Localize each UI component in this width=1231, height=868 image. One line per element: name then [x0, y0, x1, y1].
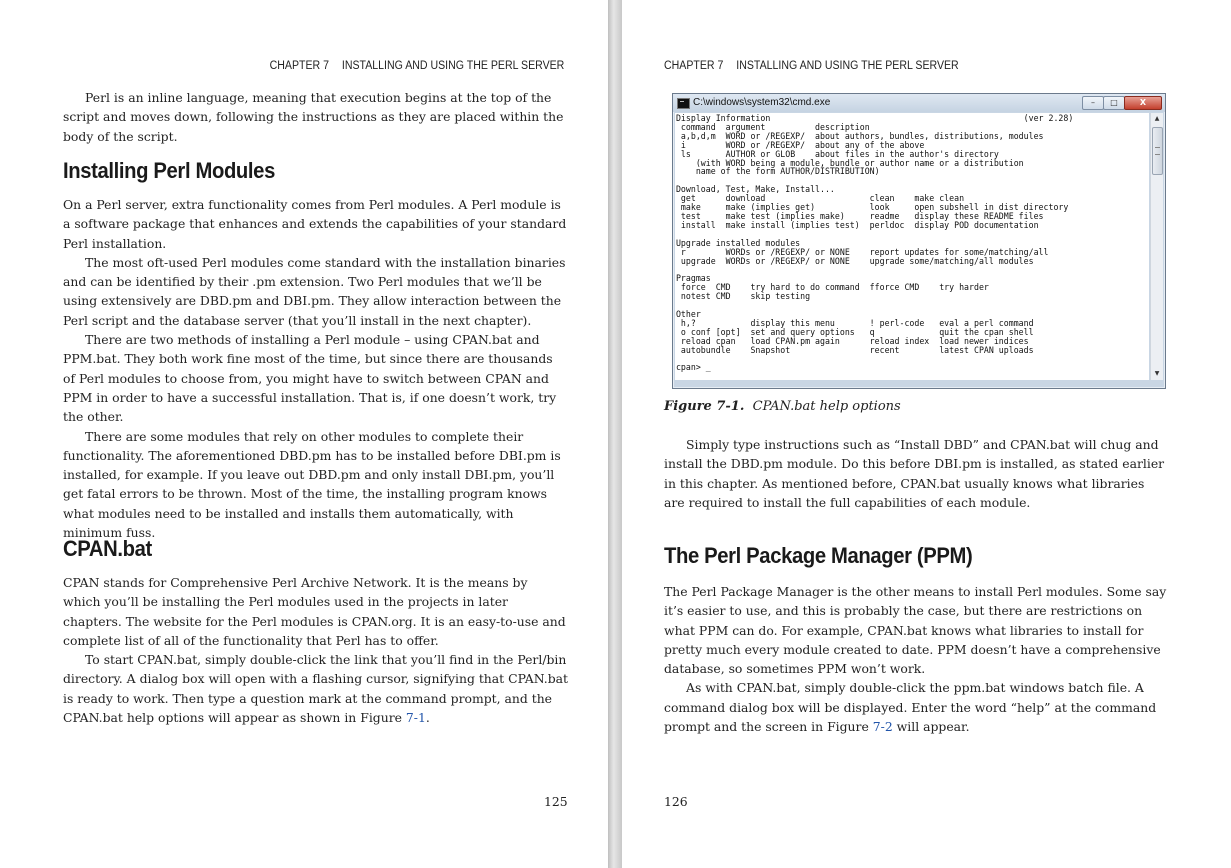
chapter-label: CHAPTER 7 [269, 60, 329, 72]
book-gutter [608, 0, 622, 868]
cpan-paragraph-1: CPAN stands for Comprehensive Perl Archive Network. It is the means by which you’ll be installing the Perl modules used in the projects in later chapters. The website for the Perl modules is CPAN.org. It is an easy-to-use and complete list of all of the functionality that Perl has to offer. [63, 575, 566, 648]
figure-caption [664, 399, 901, 414]
right-page [622, 0, 1231, 868]
ppm-paragraph-1: The Perl Package Manager is the other means to install Perl modules. Some say it’s easier to use, and this is probably the case, but there are restrictions on what PPM can do. For example, CPAN.bat knows what libraries to install for pretty much every module created to date. PPM doesn’t have a comprehensive database, so sometimes PPM won’t work. [664, 584, 1167, 677]
intro-paragraph: Perl is an inline language, meaning that execution begins at the top of the script and moves down, following the instructions as they are placed within the body of the script. [63, 90, 564, 144]
section-heading-cpan: CPAN.bat [63, 536, 152, 561]
chapter-label: CHAPTER 7 [664, 60, 724, 72]
chapter-title: INSTALLING AND USING THE PERL SERVER [341, 60, 564, 72]
cmd-scrollbar[interactable] [1150, 113, 1163, 380]
ppm-section-body [664, 582, 1167, 736]
intro-block [63, 88, 568, 146]
cmd-titlebar [673, 94, 1165, 112]
figure-label: Figure 7-1. [664, 399, 745, 414]
ppm-paragraph-2-text: As with CPAN.bat, simply double-click the ppm.bat windows batch file. A command dialog box will be displayed. Enter the word “help” at the command prompt and the screen in Figure [664, 680, 1157, 735]
ppm-paragraph-2 [664, 678, 1167, 736]
figure-7-2-link[interactable]: 7-2 [872, 719, 893, 735]
cmd-window-figure [672, 93, 1166, 389]
cmd-output: Display Information (ver 2.28) command argument description a,b,d,m WORD or /REGEXP/ about authors, bundles, distributions, modules i WORD or /REGEXP/ about any of the above ls AUTHOR or GLOB about files in the author's directory (with WORD being a module, bundle or author name or a distribution name of the form AUTHOR/DISTRIBUTION) Download, Test, Make, Install... get download clean make clean make make (implies get) look open subshell in dist directory test make test (implies make) readme display these README files install make install (implies test) perldoc display POD documentation Upgrade installed modules r WORDs or /REGEXP/ or NONE report updates for some/matching/all upgrade WORDs or /REGEXP/ or NONE upgrade some/matching/all modules Pragmas force CMD try hard to do command fforce CMD try harder notest CMD skip testing Other h,? display this menu ! perl-code eval a perl command o conf [opt] set and query options q quit the cpan shell reload cpan load CPAN.pm again reload index load newer indices autobundle Snapshot recent latest CPAN uploads cpan> _ [675, 114, 1074, 374]
cpan-paragraph-2-end: . [425, 710, 430, 726]
scroll-up-button[interactable]: ▲ [1154, 115, 1160, 122]
chapter-title: INSTALLING AND USING THE PERL SERVER [736, 60, 959, 72]
cmd-window-title: C:\windows\system32\cmd.exe [693, 97, 831, 108]
cpan-paragraph-2 [63, 650, 568, 727]
cmd-console[interactable] [675, 113, 1149, 380]
running-head [664, 60, 959, 72]
figure-title: CPAN.bat help options [752, 399, 901, 414]
maximize-button[interactable]: □ [1103, 96, 1125, 110]
figure-7-1-link[interactable]: 7-1 [405, 710, 426, 726]
running-head [269, 60, 564, 72]
page-number: 126 [664, 794, 688, 809]
page-number: 125 [544, 794, 568, 809]
console-icon [677, 98, 690, 109]
modules-paragraph-3: There are two methods of installing a Perl module – using CPAN.bat and PPM.bat. They both work fine most of the time, but since there are thousands of Perl modules to choose from, you might have to switch between CPAN and PPM in order to have a successful installation. That is, if one doesn’t work, try the other. [63, 332, 557, 425]
cpan-section-body [63, 573, 568, 727]
modules-section-body [63, 195, 568, 542]
close-button[interactable]: X [1124, 96, 1162, 110]
scroll-down-button[interactable]: ▼ [1154, 370, 1160, 377]
scroll-thumb[interactable] [1152, 127, 1163, 175]
section-heading-installing-modules: Installing Perl Modules [63, 158, 275, 183]
cpan-paragraph-2-text: To start CPAN.bat, simply double-click the link that you’ll find in the Perl/bin directory. A dialog box will open with a flashing cursor, signifying that CPAN.bat is ready to work. Then type a question mark at the command prompt, and the CPAN.bat help options will appear as shown in Figure [63, 652, 569, 726]
section-heading-ppm: The Perl Package Manager (PPM) [664, 543, 973, 568]
modules-paragraph-1: On a Perl server, extra functionality comes from Perl modules. A Perl module is a software package that enhances and extends the capabilities of your standard Perl installation. [63, 197, 567, 251]
after-figure-paragraph: Simply type instructions such as “Install DBD” and CPAN.bat will chug and install the DBD.pm module. Do this before DBI.pm is installed, as stated earlier in this chapter. As mentioned before, CPAN.bat usually knows what libraries are required to install the full capabilities of each module. [664, 437, 1165, 510]
modules-paragraph-4: There are some modules that rely on other modules to complete their functionality. The aforementioned DBD.pm has to be installed before DBI.pm is installed, for example. If you leave out DBD.pm and only install DBI.pm, you’ll get fatal errors to be thrown. Most of the time, the installing program knows what modules need to be installed and installs them automatically, with minimum fuss. [63, 428, 561, 541]
left-page [0, 0, 608, 868]
after-figure-block [664, 435, 1167, 512]
ppm-paragraph-2-end: will appear. [892, 719, 970, 735]
modules-paragraph-2: The most oft-used Perl modules come standard with the installation binaries and can be identified by their .pm extension. Two Perl modules that we’ll be using extensively are DBD.pm and DBI.pm. They allow interaction between the Perl script and the database server (that you’ll install in the next chapter). [63, 254, 566, 328]
minimize-button[interactable]: – [1082, 96, 1104, 110]
